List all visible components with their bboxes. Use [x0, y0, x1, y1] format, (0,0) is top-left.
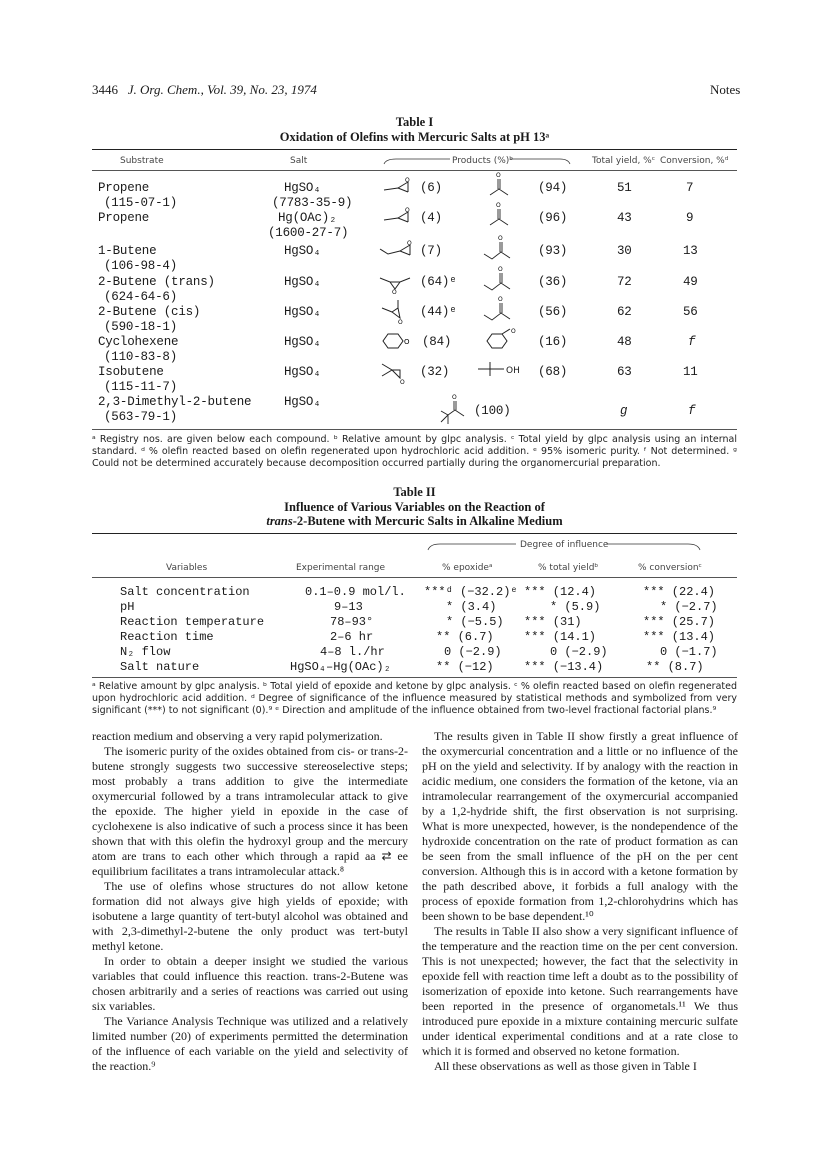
svg-text:O: O	[398, 319, 403, 326]
table1-footnotes: ᵃ Registry nos. are given below each compound. ᵇ Relative amount by glpc analysis. ᶜ Total yield by glpc analysis using an internal standard. ᵈ % olefin reacted based on olefin regenerated upon hydrochloric acid addition. ᵉ 95% isomeric purity. ᶠ Not determined. ᵍ Could not be determined accurately because decomposition occurred partially during the organomercurial preparation.	[92, 434, 737, 469]
t1-r7-reg: (115-11-7)	[104, 380, 178, 394]
table1-top-rule	[92, 149, 737, 150]
table2-col-conversion: % conversionᶜ	[638, 563, 702, 573]
t2-r2-total: * (5.9)	[550, 600, 601, 614]
table2-footnotes: ᵃ Relative amount by glpc analysis. ᵇ Total yield of epoxide and ketone by glpc analysis. ᶜ % olefin reacted based on olefin regenerated upon hydrochloric acid addition. ᵈ Degree of significance of the influence measured by statistical methods and symbolized from very significant (***) to not significant (0).⁹ ᵉ Direction and amplitude of the influence obtained from two-level fractional factorial plans.⁹	[92, 681, 737, 716]
running-header	[92, 82, 317, 98]
pinacolone-icon	[438, 392, 468, 426]
table1-col-salt: Salt	[290, 156, 308, 166]
t1-r8-substrate: 2,3-Dimethyl-2-butene	[98, 395, 252, 409]
t1-r2-ketone: (96)	[538, 211, 568, 225]
t1-r4-ketone: (36)	[538, 275, 568, 289]
t2-r5-total: 0 (−2.9)	[550, 645, 608, 659]
t1-r2-salt: Hg(OAc)₂	[278, 211, 337, 225]
t2-r2-epox: * (3.4)	[446, 600, 497, 614]
table2-title: Table II	[393, 485, 436, 499]
t1-r5-salt: HgSO₄	[284, 305, 321, 319]
svg-text:O: O	[404, 338, 410, 346]
t1-r8-total: g	[620, 404, 628, 418]
t1-r2-total: 43	[617, 211, 632, 225]
svg-text:O: O	[400, 379, 405, 386]
table2-subtitle-italic: trans	[266, 514, 293, 528]
svg-text:O: O	[392, 289, 397, 296]
butanone-icon	[482, 233, 518, 263]
t2-r1-var: Salt concentration	[120, 585, 250, 599]
table2-subtitle-line1: Influence of Various Variables on the Reaction of	[284, 500, 545, 514]
propylene-oxide-icon	[382, 208, 412, 228]
t2-r6-var: Salt nature	[120, 660, 200, 674]
t1-r6-substrate: Cyclohexene	[98, 335, 179, 349]
table1-col-substrate: Substrate	[120, 156, 164, 166]
journal-citation: J. Org. Chem., Vol. 39, No. 23, 1974	[127, 82, 317, 97]
t1-r5-epox: (44)ᵉ	[420, 305, 457, 319]
butanone-icon	[482, 294, 518, 324]
t1-r3-substrate: 1-Butene	[98, 244, 157, 258]
table1-subtitle: Oxidation of Olefins with Mercuric Salts at pH 13ᵃ	[279, 130, 550, 144]
t2-r4-range: 2–6 hr	[330, 630, 374, 644]
page-number: 3446	[92, 82, 118, 97]
t1-r5-conv: 56	[683, 305, 698, 319]
t2-r1-total: *** (12.4)	[524, 585, 597, 599]
t2-r5-conv: 0 (−1.7)	[660, 645, 718, 659]
t2-r4-var: Reaction time	[120, 630, 214, 644]
body-left-para-2: The isomeric purity of the oxides obtained from cis- or trans-2-butene strongly suggests two successive stereoselective steps; most probably a trans addition to give the intermediate oxymercurial followed by a trans intramolecular attack to give the epoxide. The higher yield in epoxide in the case of cyclohexene is also indicative of such a process since it has been shown that with this olefin the hydroxyl group and the mercury atom are trans to each other which through a rapid aa ⇄ ee equilibrium facilitates a trans intramolecular attack.⁸	[92, 744, 408, 878]
t1-r6-epox: (84)	[422, 335, 452, 349]
t1-r3-epox: (7)	[420, 244, 442, 258]
svg-text:O: O	[498, 296, 503, 303]
t1-r5-substrate: 2-Butene (cis)	[98, 305, 201, 319]
body-left-para-5: The Variance Analysis Technique was utilized and a relatively limited number (20) of experiments permitted the determination of the influence of each variable on the yield and selectivity of the reaction.⁹	[92, 1014, 408, 1073]
t2-r2-range: 9–13	[334, 600, 363, 614]
t2-r3-epox: * (−5.5)	[446, 615, 504, 629]
t1-r7-salt: HgSO₄	[284, 365, 321, 379]
body-right-para-2: The results in Table II also show a very significant influence of the temperature and the reaction time on the per cent conversion. This is not unexpected; however, the fact that the selectivity in epoxide fell with reaction time left a doubt as to the possibility of isomerization of epoxide into ketone. Such rearrangements have been reported in the presence of organometals.¹¹ We thus introduced pure epoxide in a mixture containing mercuric sulfate under identical experimental conditions and at a rate close to which it is formed and observed no ketone formation.	[422, 924, 738, 1058]
t1-r4-reg: (624-64-6)	[104, 290, 178, 304]
table1-title: Table I	[395, 115, 434, 129]
t1-r8-salt: HgSO₄	[284, 395, 321, 409]
table2-col-total: % total yieldᵇ	[538, 563, 599, 573]
table2-col-variables: Variables	[166, 563, 208, 573]
body-left-para-1: reaction medium and observing a very rapid polymerization.	[92, 729, 383, 743]
propylene-oxide-icon	[382, 178, 412, 198]
cyclohexene-oxide-icon	[382, 330, 416, 352]
t1-r7-epox: (32)	[420, 365, 450, 379]
table1-col-conversion: Conversion, %ᵈ	[660, 156, 729, 166]
t1-r5-reg: (590-18-1)	[104, 320, 178, 334]
t2-r1-epox: ***ᵈ (−32.2)ᵉ	[424, 585, 518, 599]
t1-r7-total: 63	[617, 365, 632, 379]
t2-r6-range: HgSO₄–Hg(OAc)₂	[290, 660, 391, 674]
t1-r4-salt: HgSO₄	[284, 275, 321, 289]
t1-r3-total: 30	[617, 244, 632, 258]
tert-butanol-icon	[476, 360, 506, 378]
t1-r4-epox: (64)ᵉ	[420, 275, 457, 289]
t1-r6-ketone: (16)	[538, 335, 568, 349]
t2-r1-range: 0.1–0.9 mol/l.	[305, 585, 406, 599]
t2-r6-total: *** (−13.4)	[524, 660, 604, 674]
cyclohexanone-icon	[486, 326, 526, 354]
table2-header-rule	[92, 577, 737, 578]
t1-r3-salt: HgSO₄	[284, 244, 321, 258]
svg-text:O: O	[405, 177, 410, 184]
t1-r4-substrate: 2-Butene (trans)	[98, 275, 215, 289]
body-right-para-3: All these observations as well as those given in Table I	[434, 1059, 697, 1073]
t2-r6-epox: ** (−12)	[436, 660, 494, 674]
t2-r6-conv: ** (8.7)	[646, 660, 704, 674]
section-label: Notes	[710, 82, 741, 97]
butene-oxide-icon	[378, 241, 414, 261]
table1-bottom-rule	[92, 429, 737, 430]
svg-text:O: O	[452, 394, 457, 401]
t1-r1-ketone: (94)	[538, 181, 568, 195]
table2-subtitle-line2	[92, 514, 737, 529]
isobutene-oxide-icon	[380, 360, 410, 386]
t1-r7-conv: 11	[683, 365, 698, 379]
t1-r3-conv: 13	[683, 244, 698, 258]
svg-text:O: O	[496, 202, 501, 209]
svg-text:O: O	[498, 235, 503, 242]
table2-top-rule	[92, 533, 737, 534]
t1-r1-salt: HgSO₄	[284, 181, 321, 195]
t2-r1-conv: *** (22.4)	[643, 585, 716, 599]
t2-r5-epox: 0 (−2.9)	[444, 645, 502, 659]
table1-col-total: Total yield, %ᶜ	[592, 156, 656, 166]
body-left-para-3: The use of olefins whose structures do not allow ketone formation did not always give high yields of epoxide; with isobutene a large quantity of tert-butyl alcohol was obtained and with 2,3-dimethyl-2-butene the only product was tert-butyl methyl ketone.	[92, 879, 408, 953]
body-right-column	[422, 729, 738, 1074]
t1-r1-total: 51	[617, 181, 632, 195]
table2-bottom-rule	[92, 677, 737, 678]
t1-r1-conv: 7	[686, 181, 694, 195]
t2-r4-conv: *** (13.4)	[643, 630, 716, 644]
trans-butene-oxide-icon	[378, 270, 414, 296]
t1-r6-reg: (110-83-8)	[104, 350, 178, 364]
t2-r5-range: 4–8 l./hr	[320, 645, 385, 659]
t2-r4-total: *** (14.1)	[524, 630, 597, 644]
t1-r8-ketone: (100)	[474, 404, 511, 418]
svg-text:O: O	[511, 328, 516, 335]
t1-r3-reg: (106-98-4)	[104, 259, 178, 273]
t2-r3-range: 78–93°	[330, 615, 374, 629]
table1-header-rule	[92, 170, 737, 171]
t1-r2-conv: 9	[686, 211, 694, 225]
t1-r6-conv: f	[688, 335, 696, 349]
butanone-icon	[482, 264, 518, 294]
table1-col-products: Products (%)ᵇ	[452, 156, 514, 166]
svg-text:O: O	[405, 207, 410, 214]
t1-r8-reg: (563-79-1)	[104, 410, 178, 424]
t2-r2-conv: * (−2.7)	[660, 600, 718, 614]
t1-r6-total: 48	[617, 335, 632, 349]
t1-r8-conv: f	[688, 404, 696, 418]
t2-r2-var: pH	[120, 600, 135, 614]
t2-r3-total: *** (31)	[524, 615, 582, 629]
acetone-icon	[486, 200, 516, 230]
table2-col-degree: Degree of influence	[520, 540, 609, 550]
t1-r6-salt: HgSO₄	[284, 335, 321, 349]
hydroxyl-label: OH	[506, 366, 520, 376]
table2-col-epoxide: % epoxideᵃ	[442, 563, 493, 573]
t1-r3-ketone: (93)	[538, 244, 568, 258]
t1-r2-substrate: Propene	[98, 211, 150, 225]
body-right-para-1: The results given in Table II show firstly a great influence of the oxymercurial concentration and a little or no influence of the pH on the yield and selectivity. If by analogy with the reaction in acidic medium, one considers the formation of the ketone, via an intramolecular rearrangement of the oxymercurial accompanied by a 1,2-hydride shift, the first observation is not surprising. What is more unexpected, however, is the nondependence of the hydroxide concentration on the rate of product formation as can be seen from the small influence of the pH on the per cent conversion. Although this is in accord with a ketone formation by the path described above, it forbids a full analogy with the process of epoxide formation from 1,2-chlorohydrins which has been shown to be base dependent.¹⁰	[422, 729, 738, 923]
svg-text:O: O	[496, 172, 501, 179]
t1-r5-total: 62	[617, 305, 632, 319]
t1-r4-conv: 49	[683, 275, 698, 289]
cis-butene-oxide-icon	[380, 298, 410, 324]
table2-col-range: Experimental range	[296, 563, 386, 573]
t1-r1-reg: (115-07-1)	[104, 196, 178, 210]
t1-r2-epox: (4)	[420, 211, 442, 225]
t2-r3-var: Reaction temperature	[120, 615, 265, 629]
body-left-para-4: In order to obtain a deeper insight we studied the various variables that could influence this reaction. trans-2-Butene was chosen arbitrarily and a series of reactions was carried out using six variables.	[92, 954, 408, 1013]
t1-r7-ketone: (68)	[538, 365, 568, 379]
t1-r1-substrate: Propene	[98, 181, 150, 195]
acetone-icon	[486, 170, 516, 200]
svg-text:O: O	[498, 266, 503, 273]
t2-r5-var: N₂ flow	[120, 645, 171, 659]
t1-r1-epox: (6)	[420, 181, 442, 195]
t1-r4-total: 72	[617, 275, 632, 289]
t1-r2-salt-reg: (1600-27-7)	[268, 226, 349, 240]
t1-r1-salt-reg: (7783-35-9)	[272, 196, 353, 210]
body-left-column	[92, 729, 408, 1074]
table2-subtitle-rest: -2-Butene with Mercuric Salts in Alkaline Medium	[292, 514, 563, 528]
t2-r3-conv: *** (25.7)	[643, 615, 716, 629]
t1-r5-ketone: (56)	[538, 305, 568, 319]
t1-r7-substrate: Isobutene	[98, 365, 164, 379]
svg-text:O: O	[407, 240, 412, 247]
t2-r4-epox: ** (6.7)	[436, 630, 494, 644]
